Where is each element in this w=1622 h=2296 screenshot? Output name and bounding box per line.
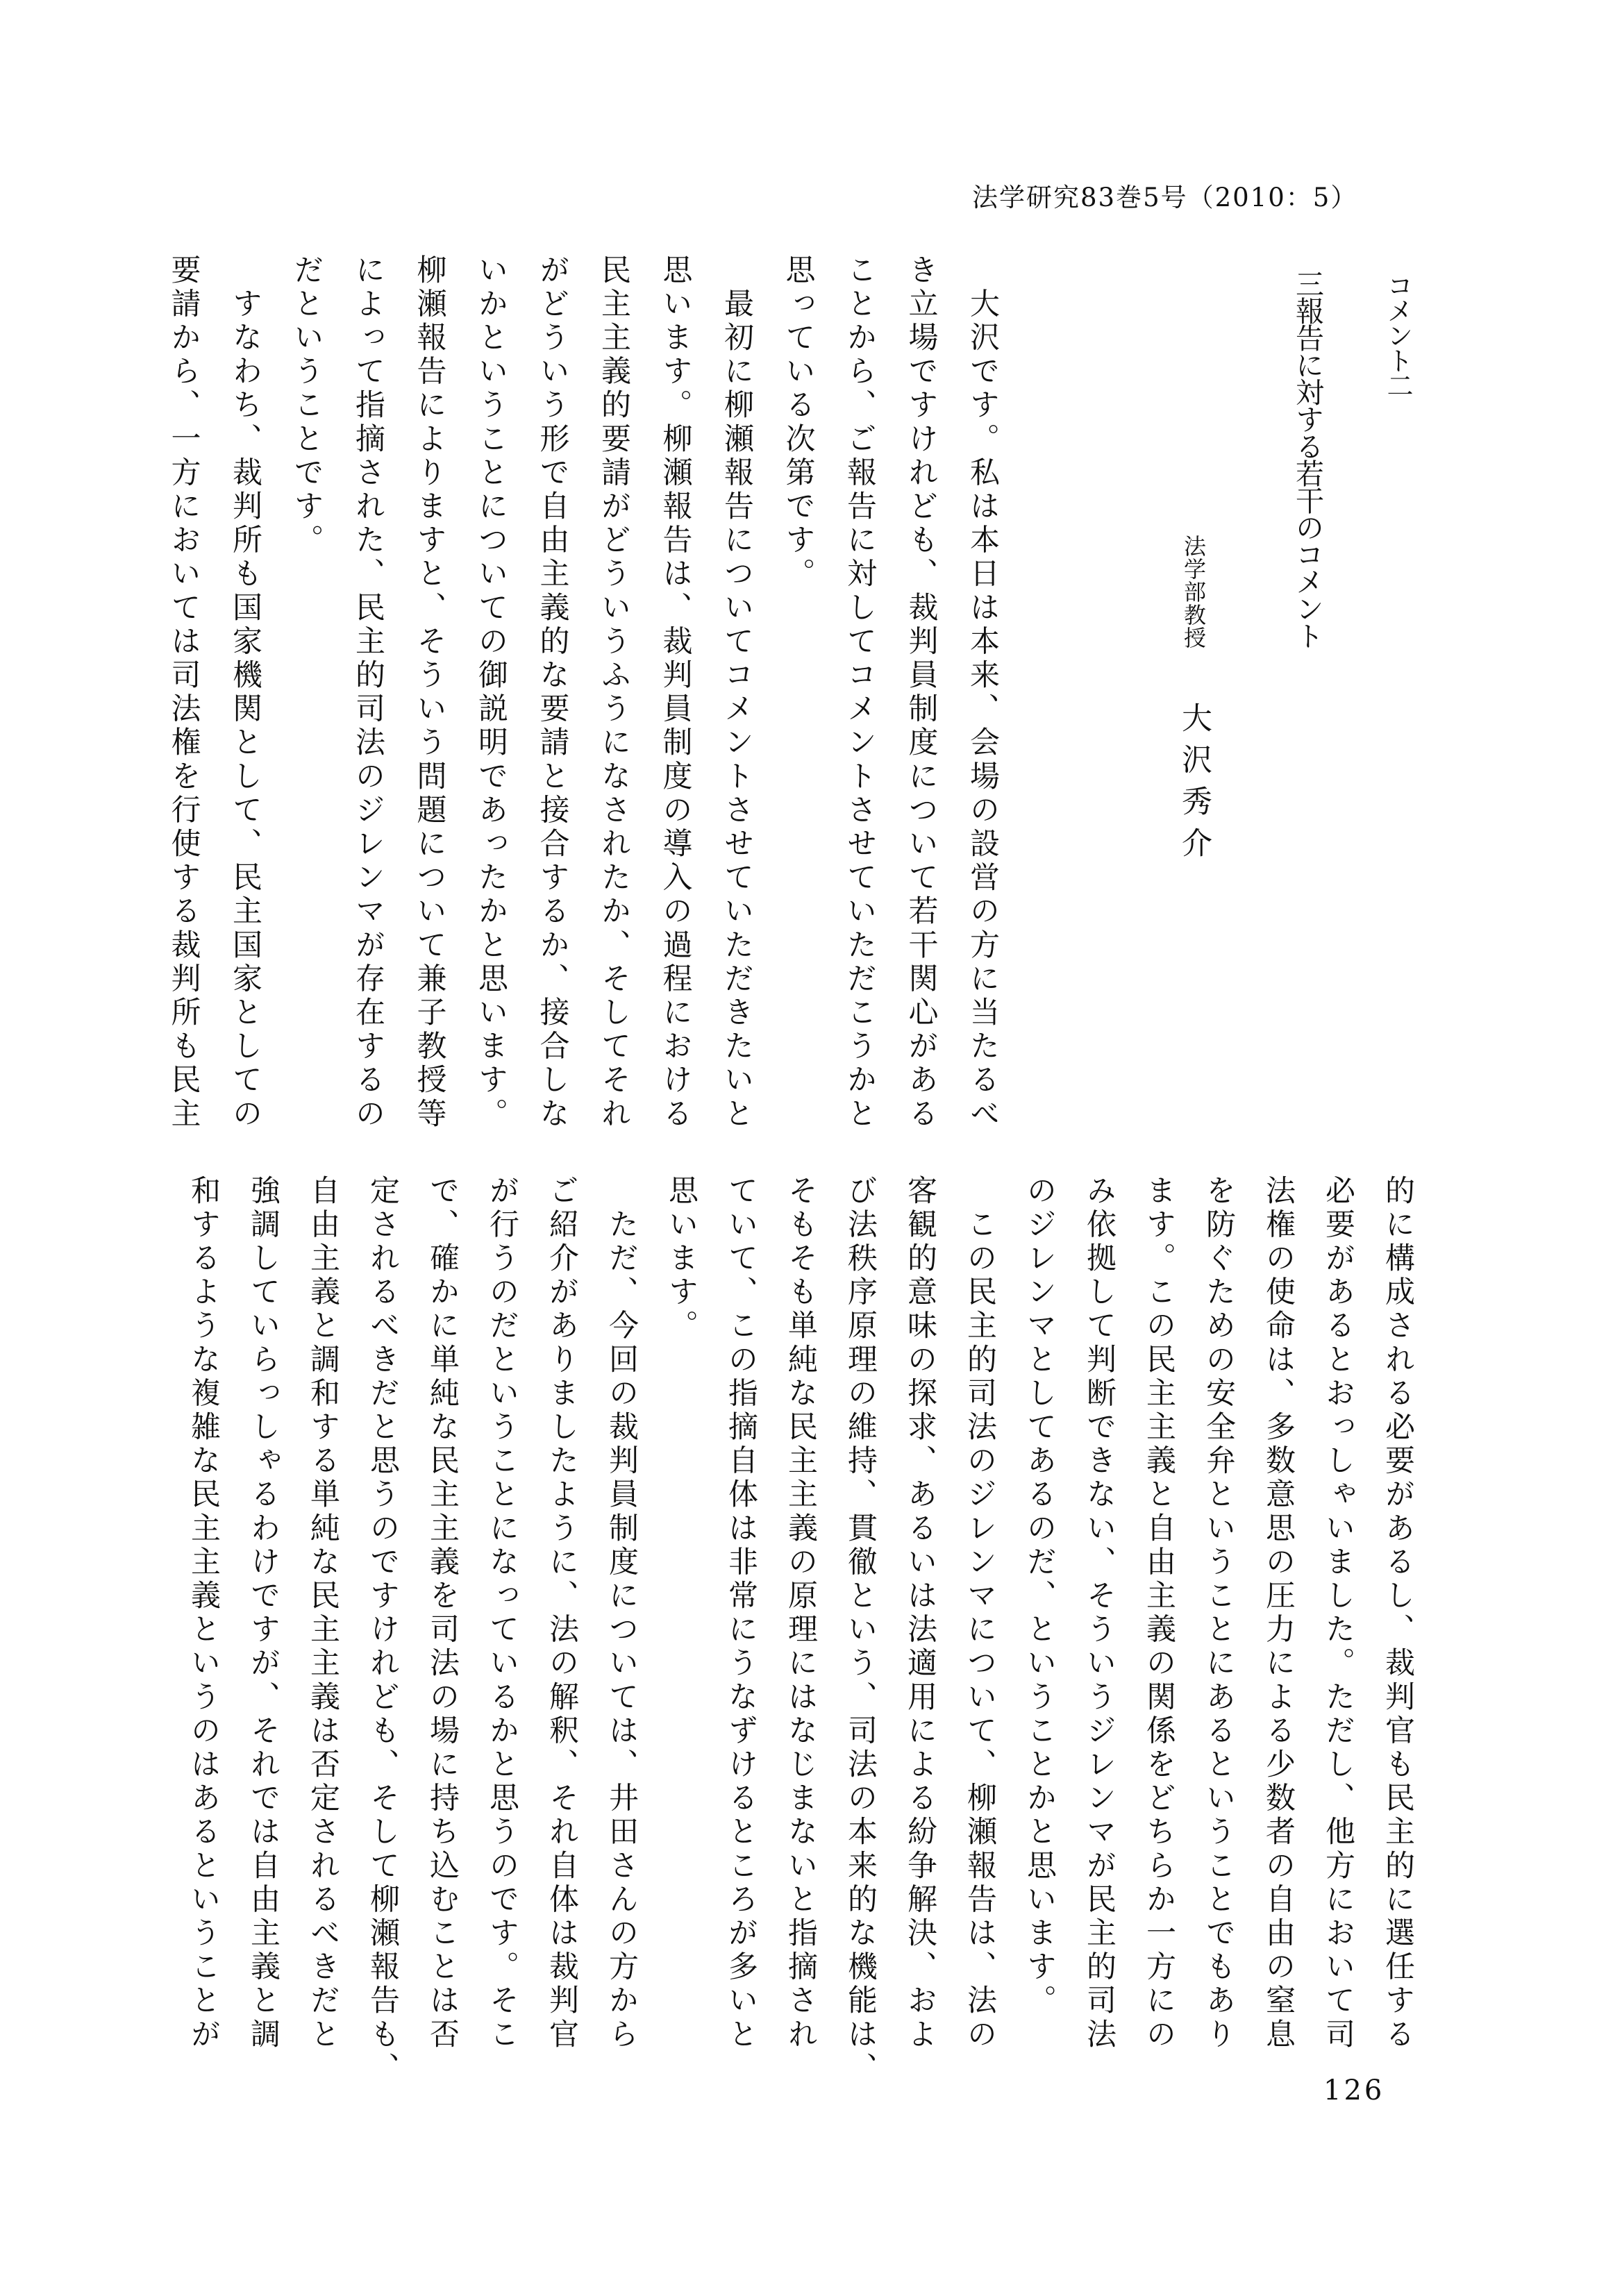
text-column: 最初に柳瀬報告についてコメントさせていただきたいと <box>719 254 754 1132</box>
article-title: 三報告に対する若干のコメント <box>1291 269 1324 648</box>
body-text-bottom-block <box>174 1175 1428 2086</box>
text-column: き立場ですけれども、裁判員制度について若干関心がある <box>903 254 939 1132</box>
text-column: 法権の使命は、多数意思の圧力による少数者の自由の窒息 <box>1261 1175 1296 2052</box>
text-column: いかということについての御説明であったかと思います。 <box>474 254 508 1132</box>
text-column: 定されるべきだと思うのですけれども、そして柳瀬報告も、 <box>365 1175 400 2086</box>
page-number: 126 <box>1323 2075 1385 2106</box>
text-column: 思います。 <box>664 1175 699 1343</box>
body-text-top-block <box>153 254 1013 1139</box>
text-column: によって指摘された、民主的司法のジレンマが存在するの <box>351 254 385 1132</box>
text-column: 和するような複雑な民主主義というのはあるということが <box>186 1175 221 2052</box>
author-block <box>1171 535 1216 869</box>
text-column: で、確かに単純な民主主義を司法の場に持ち込むことは否 <box>425 1175 460 2052</box>
text-column: そもそも単純な民主主義の原理にはなじまないと指摘され <box>783 1175 818 2052</box>
article-kicker: コメント二 <box>1382 272 1413 397</box>
text-column: すなわち、裁判所も国家機関として、民主国家としての <box>228 254 262 1132</box>
text-column: を防ぐための安全弁ということにあるということでもあり <box>1201 1175 1236 2052</box>
text-column: 的に構成される必要があるし、裁判官も民主的に選任する <box>1380 1175 1415 2052</box>
text-column: ただ、今回の裁判員制度については、井田さんの方から <box>604 1175 639 2052</box>
text-column: 思います。柳瀬報告は、裁判員制度の導入の過程における <box>658 254 693 1132</box>
text-column: 大沢です。私は本日は本来、会場の設営の方に当たるべ <box>965 254 1000 1132</box>
text-column: み依拠して判断できない、そういうジレンマが民主的司法 <box>1082 1175 1117 2052</box>
text-column: 民主主義的要請がどういうふうになされたか、そしてそれ <box>596 254 631 1132</box>
author-affiliation: 法学部教授 <box>1180 535 1207 649</box>
text-column: 自由主義と調和する単純な民主主義は否定されるべきだと <box>306 1175 340 2052</box>
text-column: のジレンマとしてあるのだ、ということかと思います。 <box>1022 1175 1057 2018</box>
text-column: ます。この民主主義と自由主義の関係をどちらか一方にの <box>1142 1175 1176 2052</box>
author-name: 大沢秀介 <box>1176 702 1212 869</box>
text-column: び法秩序原理の維持、貫徹という、司法の本来的な機能は、 <box>843 1175 878 2086</box>
text-column: が行うのだということになっているかと思うのです。そこ <box>485 1175 519 2052</box>
text-column: だということです。 <box>289 254 324 558</box>
text-column: 必要があるとおっしゃいました。ただし、他方において司 <box>1321 1175 1355 2052</box>
journal-header: 法学研究83巻5号（2010：5） <box>972 183 1358 212</box>
text-column: 強調していらっしゃるわけですが、それでは自由主義と調 <box>246 1175 281 2052</box>
text-column: 思っている次第です。 <box>780 254 816 592</box>
text-column: がどういう形で自由主義的な要請と接合するか、接合しな <box>535 254 570 1132</box>
text-column: 客観的意味の探求、あるいは法適用による紛争解決、およ <box>903 1175 937 2052</box>
text-column: ていて、この指摘自体は非常にうなずけるところが多いと <box>724 1175 758 2052</box>
text-column: 柳瀬報告によりますと、そういう問題について兼子教授等 <box>412 254 447 1132</box>
text-column: この民主的司法のジレンマについて、柳瀬報告は、法の <box>962 1175 997 2052</box>
text-column: ご紹介がありましたように、法の解釈、それ自体は裁判官 <box>544 1175 579 2052</box>
text-column: 要請から、一方においては司法権を行使する裁判所も民主 <box>166 254 201 1132</box>
text-column: ことから、ご報告に対してコメントさせていただこうかと <box>842 254 877 1132</box>
